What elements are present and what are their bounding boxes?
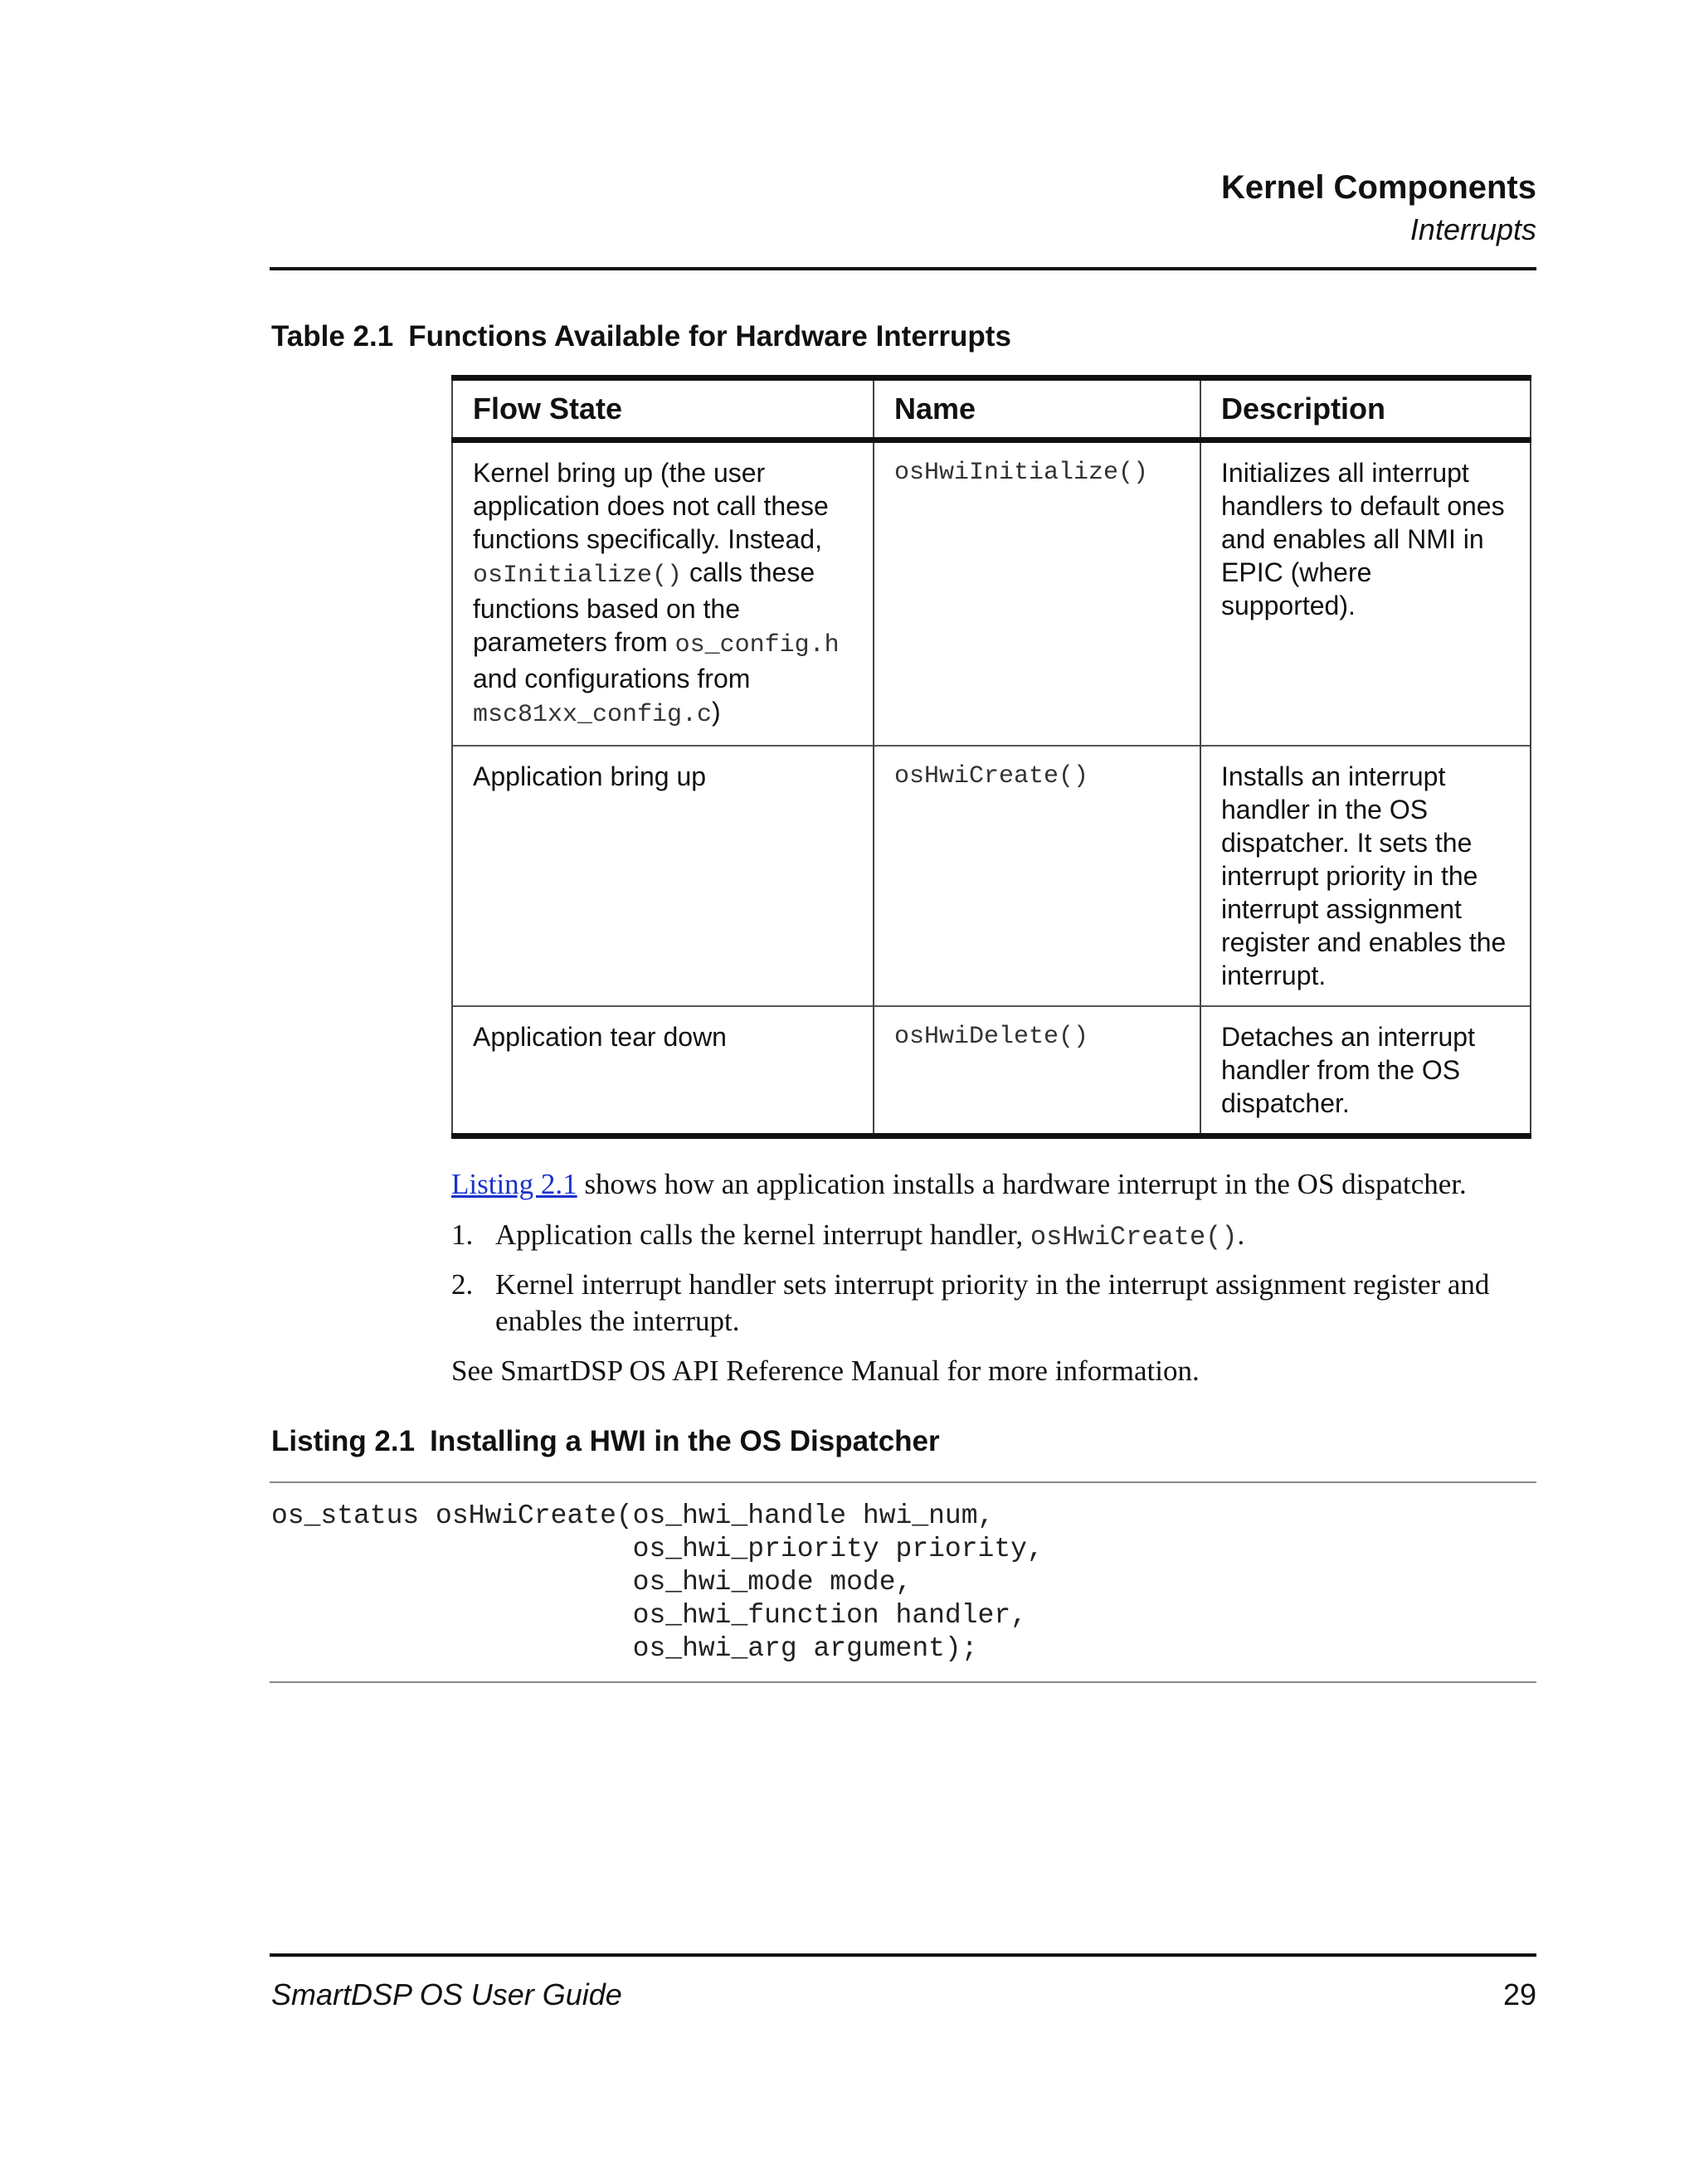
table-row [452, 440, 1531, 747]
list-item [451, 1217, 1538, 1256]
listing-rule-bottom [270, 1681, 1536, 1683]
flow-state-text: and configurations from [473, 664, 751, 693]
intro-text: shows how an application installs a hardware interrupt in the OS dispatcher. [577, 1168, 1467, 1200]
list-item-number: 1. [451, 1218, 474, 1251]
flow-state-cell [452, 440, 874, 747]
inline-code: os_config.h [674, 631, 840, 659]
table-caption-text: Functions Available for Hardware Interrupts [408, 320, 1011, 353]
listing-link[interactable]: Listing 2.1 [451, 1168, 577, 1200]
header-rule [270, 267, 1536, 270]
footer-rule [270, 1953, 1536, 1957]
intro-paragraph [451, 1166, 1538, 1203]
table-caption [271, 320, 1011, 353]
step-text: Application calls the kernel interrupt handler, [495, 1218, 1030, 1251]
function-name-cell: osHwiCreate() [874, 746, 1200, 1006]
footer-doc-title: SmartDSP OS User Guide [271, 1977, 622, 2011]
listing-caption-text: Installing a HWI in the OS Dispatcher [430, 1425, 940, 1457]
flow-state-text: calls these functions based on the parameters from [473, 557, 815, 657]
running-header-title: Kernel Components [1220, 169, 1536, 206]
column-header-flow-state: Flow State [452, 378, 874, 440]
inline-code: osInitialize() [473, 562, 683, 590]
function-name-cell: osHwiInitialize() [874, 440, 1200, 747]
function-name-cell: osHwiDelete() [874, 1006, 1200, 1136]
list-item [451, 1267, 1538, 1340]
table-row [452, 746, 1531, 1006]
listing-rule-top [270, 1481, 1536, 1483]
description-cell: Installs an interrupt handler in the OS dispatcher. It sets the interrupt priority in the interrupt assignment register and enables the interrupt. [1200, 746, 1531, 1006]
list-item-text: Kernel interrupt handler sets interrupt priority in the interrupt assignment register and enables the interrupt. [495, 1268, 1490, 1337]
running-header-subtitle: Interrupts [1409, 212, 1536, 246]
step-end: . [1237, 1218, 1245, 1251]
column-header-description: Description [1200, 378, 1531, 440]
code-listing: os_status osHwiCreate(os_hwi_handle hwi_num, os_hwi_priority priority, os_hwi_mode mode, os_hwi_function handler, os_hwi_arg argument); [271, 1501, 1044, 1664]
description-cell: Initializes all interrupt handlers to default ones and enables all NMI in EPIC (where supported). [1200, 440, 1531, 747]
list-item-text [495, 1217, 1538, 1256]
column-header-name: Name [874, 378, 1200, 440]
flow-state-text: ) [712, 697, 721, 727]
see-also-paragraph: See SmartDSP OS API Reference Manual for more information. [451, 1355, 1200, 1387]
description-cell: Detaches an interrupt handler from the OS dispatcher. [1200, 1006, 1531, 1136]
flow-state-cell: Application tear down [452, 1006, 874, 1136]
listing-caption [271, 1425, 940, 1458]
table-caption-number: Table 2.1 [271, 320, 394, 353]
list-item-number: 2. [451, 1268, 474, 1301]
page-number: 29 [1502, 1977, 1536, 2011]
table-header-row [452, 378, 1531, 440]
flow-state-text: Kernel bring up (the user application does not call these functions specifically. Instead, [473, 458, 829, 554]
listing-caption-number: Listing 2.1 [271, 1425, 416, 1457]
flow-state-cell: Application bring up [452, 746, 874, 1006]
table-row [452, 1006, 1531, 1136]
inline-code: osHwiCreate() [1030, 1222, 1238, 1253]
inline-code: msc81xx_config.c [473, 701, 713, 729]
functions-table [451, 375, 1531, 1139]
